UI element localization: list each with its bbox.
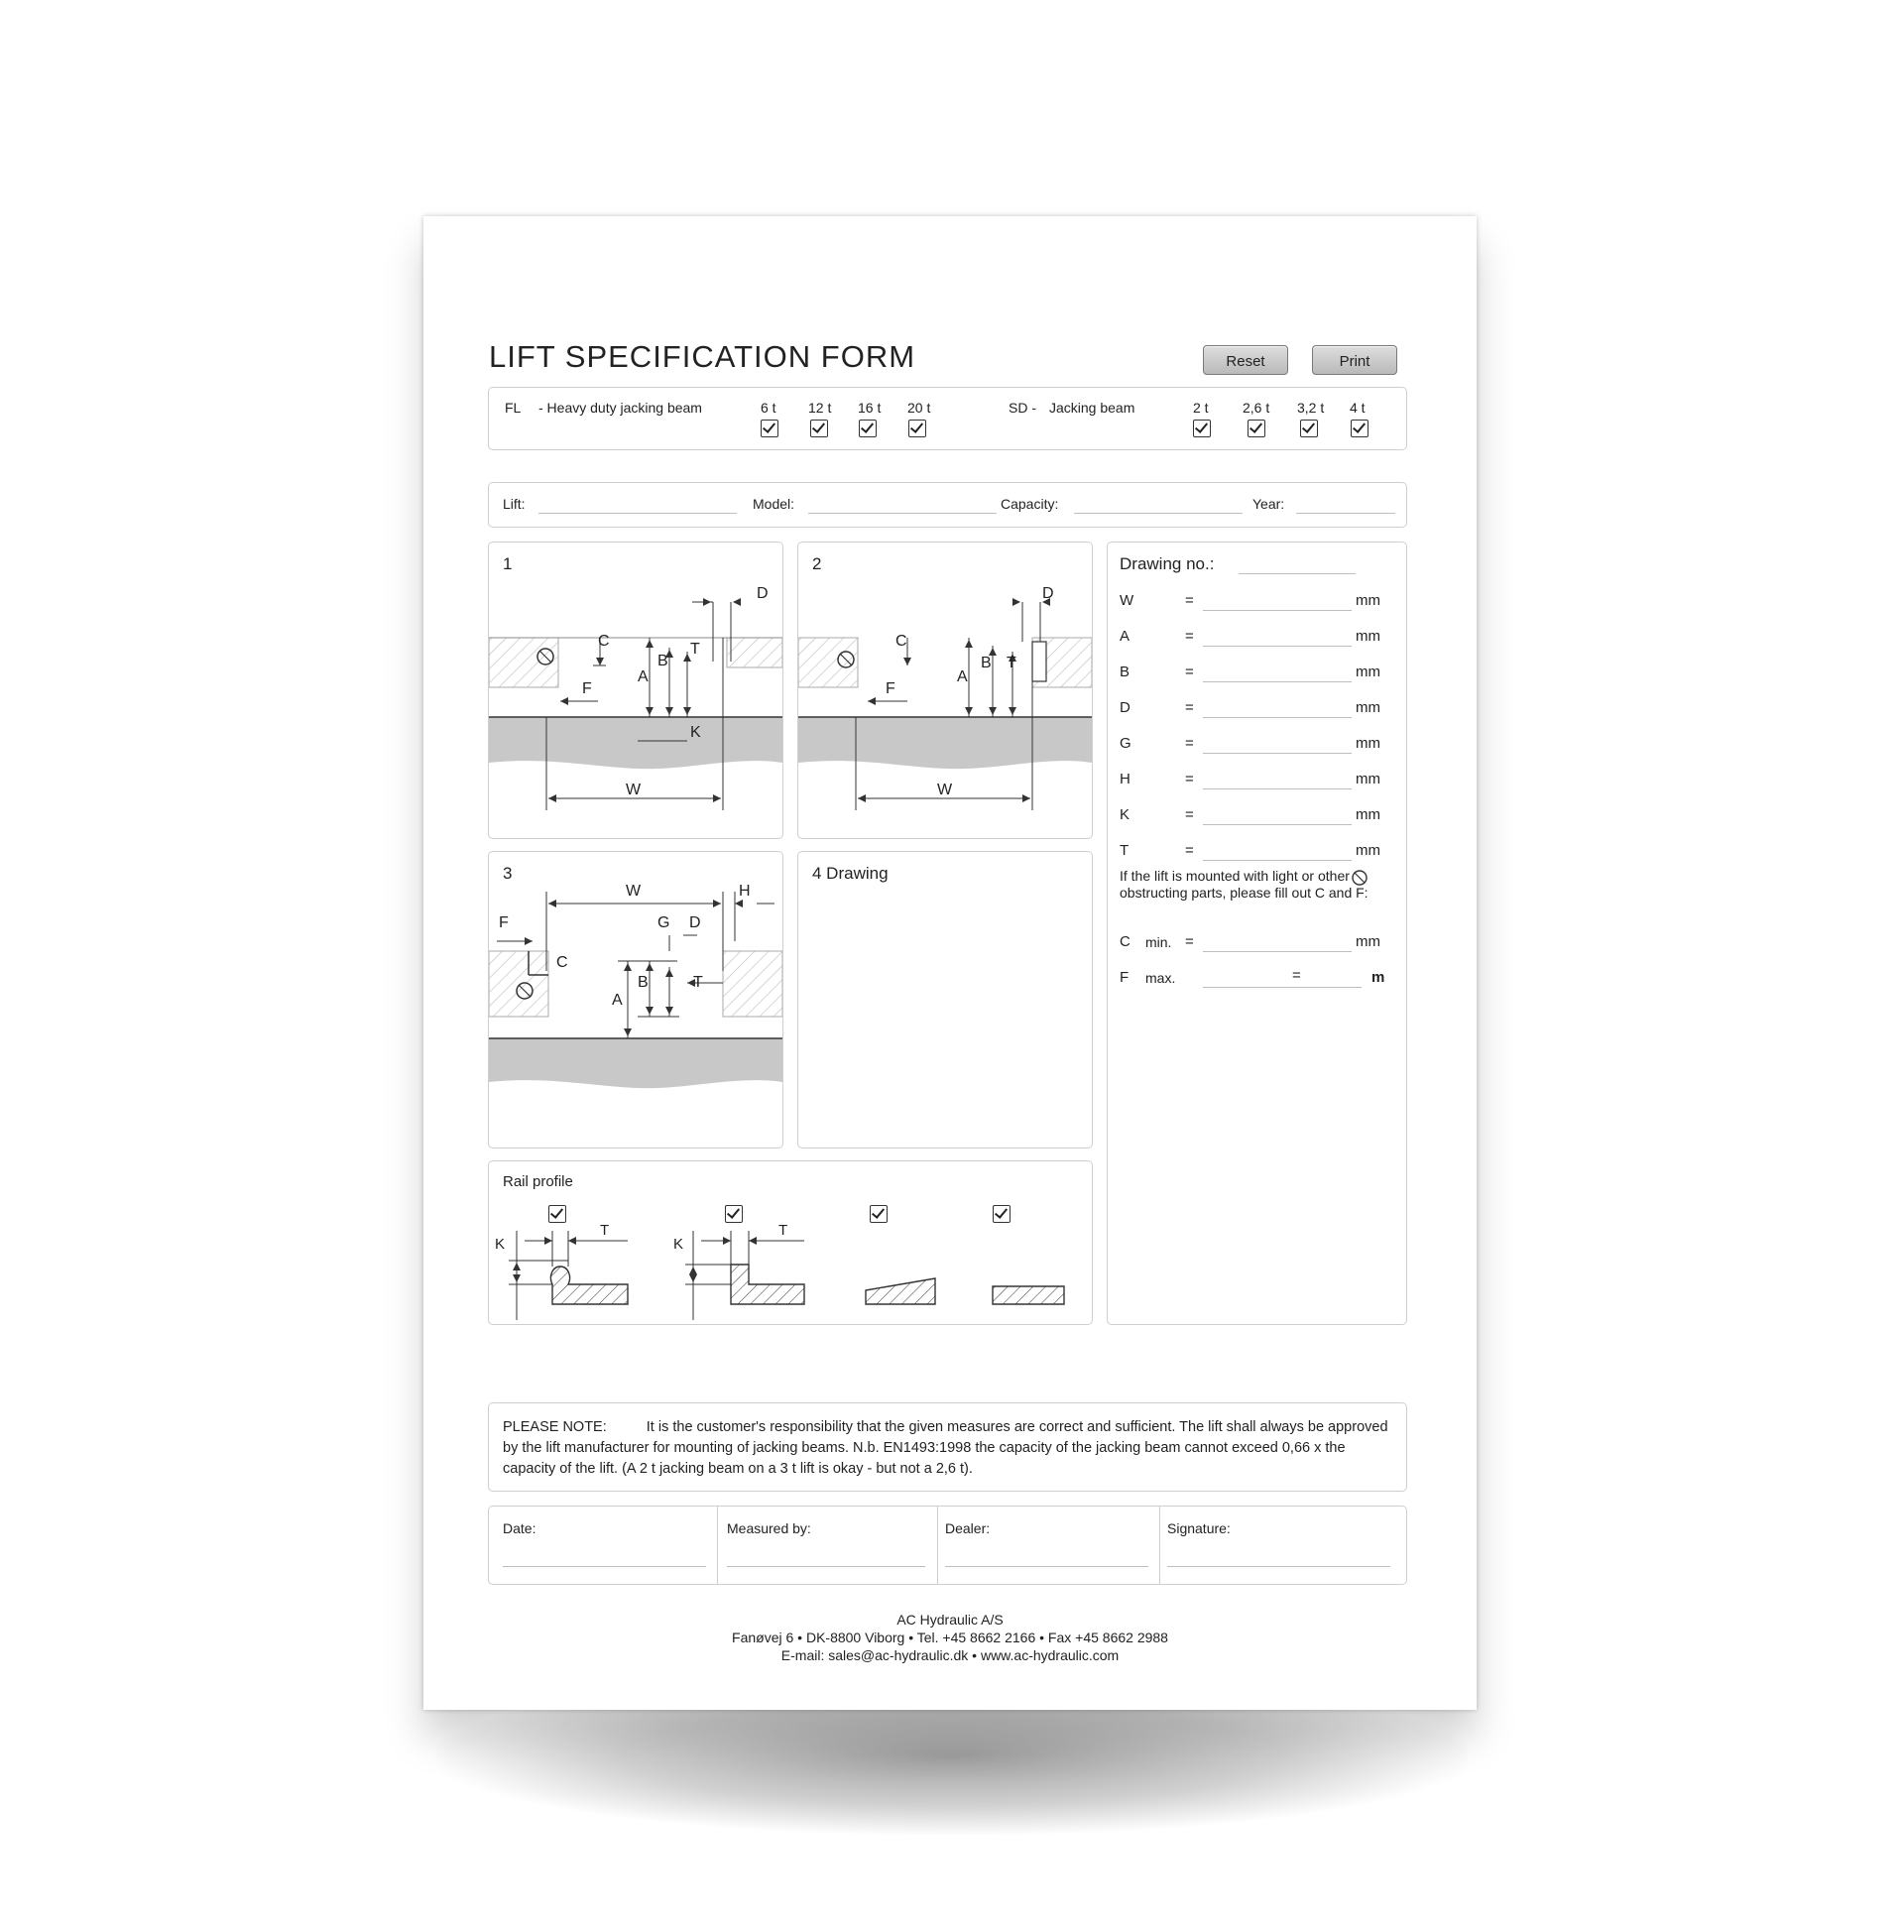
signature-cell <box>1159 1507 1406 1584</box>
drawing-4-panel[interactable] <box>797 851 1093 1148</box>
measurement-unit: mm <box>1356 664 1380 680</box>
model-field[interactable] <box>808 513 997 514</box>
measurement-field-k[interactable] <box>1203 824 1352 825</box>
dim-label-g: G <box>657 914 670 931</box>
measurement-unit: mm <box>1356 592 1380 609</box>
form-sheet <box>423 216 1477 1710</box>
lift-label: Lift: <box>503 496 526 512</box>
c-label: C <box>1120 933 1130 950</box>
beam-selection-panel <box>488 387 1407 450</box>
dim-label-t: T <box>1007 655 1016 671</box>
rail-dim-t: T <box>600 1222 610 1239</box>
capacity-label: Capacity: <box>1001 496 1059 512</box>
dim-label-a: A <box>638 668 649 685</box>
measurement-label: T <box>1120 842 1130 859</box>
measurement-unit: mm <box>1356 699 1380 716</box>
year-field[interactable] <box>1296 513 1395 514</box>
dim-label-w: W <box>626 782 642 798</box>
date-label: Date: <box>503 1520 536 1536</box>
measurement-field-w[interactable] <box>1203 610 1352 611</box>
drawing-no-field[interactable] <box>1239 573 1356 574</box>
sd-2t-checkbox[interactable] <box>1193 420 1211 437</box>
dealer-field[interactable] <box>945 1566 1148 1567</box>
dim-label-b: B <box>657 653 668 669</box>
measurement-field-t[interactable] <box>1203 860 1352 861</box>
measurement-label: A <box>1120 628 1130 645</box>
dim-label-a: A <box>612 992 623 1009</box>
capacity-field[interactable] <box>1074 513 1243 514</box>
fl-option-label: 16 t <box>858 400 882 416</box>
dim-label-c: C <box>895 633 907 650</box>
sd-label: Jacking beam <box>1049 400 1135 416</box>
measurement-equals: = <box>1185 664 1194 680</box>
measurement-label: G <box>1120 735 1131 752</box>
measurement-row-k <box>1108 806 1385 826</box>
measurement-field-h[interactable] <box>1203 788 1352 789</box>
rail-dim-t: T <box>778 1222 788 1239</box>
date-field[interactable] <box>503 1566 706 1567</box>
measurement-row-a <box>1108 628 1385 648</box>
drawing-1-panel[interactable] <box>488 542 783 839</box>
measurement-unit: mm <box>1356 842 1380 859</box>
rail-profile-diagrams <box>489 1161 1092 1324</box>
signature-panel <box>488 1506 1407 1585</box>
fl-20t-checkbox[interactable] <box>908 420 926 437</box>
dim-label-d: D <box>689 914 701 931</box>
dealer-cell <box>937 1507 1160 1584</box>
please-note-label: PLEASE NOTE: <box>503 1419 607 1435</box>
drawing-2-panel[interactable] <box>797 542 1093 839</box>
dim-label-w: W <box>626 883 642 900</box>
print-button[interactable]: Print <box>1312 345 1397 375</box>
page-title: LIFT SPECIFICATION FORM <box>489 339 916 374</box>
fl-option-label: 20 t <box>907 400 931 416</box>
dim-label-d: D <box>757 585 769 602</box>
dim-label-f: F <box>582 680 592 697</box>
f-qualifier: max. <box>1145 970 1176 986</box>
drawing-3-diagram <box>489 852 782 1147</box>
measurement-label: K <box>1120 806 1130 823</box>
fl-6t-checkbox[interactable] <box>761 420 778 437</box>
lift-field[interactable] <box>538 513 737 514</box>
measurement-label: B <box>1120 664 1130 680</box>
signature-field[interactable] <box>1167 1566 1390 1567</box>
fl-code: FL <box>505 400 522 416</box>
dim-label-c: C <box>598 633 610 650</box>
drawing-number: 1 <box>503 554 513 573</box>
dealer-label: Dealer: <box>945 1520 991 1536</box>
light-fixture-icon <box>1350 868 1371 888</box>
f-unit: m <box>1371 969 1385 986</box>
measurements-panel <box>1107 542 1407 1325</box>
model-label: Model: <box>753 496 795 512</box>
measurement-row-t <box>1108 842 1385 862</box>
measurement-unit: mm <box>1356 735 1380 752</box>
measured-by-label: Measured by: <box>727 1520 811 1536</box>
measurement-row-g <box>1108 735 1385 755</box>
measurement-field-d[interactable] <box>1203 717 1352 718</box>
dim-label-h: H <box>739 883 751 900</box>
dim-label-c: C <box>556 954 568 971</box>
drawing-2-diagram <box>798 543 1092 838</box>
signature-label: Signature: <box>1167 1520 1231 1536</box>
measurement-field-g[interactable] <box>1203 753 1352 754</box>
sd-option-label: 2,6 t <box>1243 400 1270 416</box>
please-note-body: It is the customer's responsibility that the given measures are correct and sufficient. The lift shall always be approved by the lift manufacturer for mounting of jacking beams. N.b. EN1493:1998 the capacity of the jacking beam cannot exceed 0,66 x the capacity of the lift. (A 2 t jacking beam on a 3 t lift is okay - but not a 2,6 t). <box>503 1419 1388 1477</box>
measurement-row-h <box>1108 771 1385 790</box>
dim-label-b: B <box>638 974 649 991</box>
dim-label-k: K <box>690 724 701 741</box>
dim-label-f: F <box>886 680 895 697</box>
measurement-row-w <box>1108 592 1385 612</box>
measurement-label: D <box>1120 699 1130 716</box>
drawing-3-panel[interactable] <box>488 851 783 1148</box>
please-note-text <box>503 1417 1395 1480</box>
measurement-row-d <box>1108 699 1385 719</box>
measured-by-cell <box>717 1507 938 1584</box>
sd-2-6t-checkbox[interactable] <box>1248 420 1265 437</box>
measurement-equals: = <box>1185 842 1194 859</box>
drawing-number: 2 <box>812 554 822 573</box>
date-cell <box>489 1507 718 1584</box>
lift-info-panel <box>488 482 1407 528</box>
footer-contact: E-mail: sales@ac-hydraulic.dk • www.ac-hydraulic.com <box>780 1647 1120 1663</box>
f-equals: = <box>1292 967 1301 984</box>
sd-code: SD - <box>1009 400 1036 416</box>
measured-by-field[interactable] <box>727 1566 925 1567</box>
drawing-number: 3 <box>503 864 513 883</box>
drawing-no-label: Drawing no.: <box>1120 554 1215 573</box>
dim-label-t: T <box>690 641 700 658</box>
c-min-field[interactable] <box>1203 951 1352 952</box>
measurement-equals: = <box>1185 592 1194 609</box>
footer-address: Fanøvej 6 • DK-8800 Viborg • Tel. +45 8662 2166 • Fax +45 8662 2988 <box>732 1630 1168 1645</box>
drawing-4-title: 4 Drawing <box>812 864 889 883</box>
measurement-label: W <box>1120 592 1134 609</box>
dim-label-a: A <box>957 668 968 685</box>
sd-option-label: 2 t <box>1193 400 1209 416</box>
fl-12t-checkbox[interactable] <box>810 420 828 437</box>
measurement-equals: = <box>1185 806 1194 823</box>
reset-button[interactable]: Reset <box>1203 345 1288 375</box>
fl-option-label: 12 t <box>808 400 832 416</box>
drawing-1-diagram <box>489 543 782 838</box>
obstruction-note: If the lift is mounted with light or other obstructing parts, please fill out C and F: <box>1120 868 1368 901</box>
measurement-unit: mm <box>1356 628 1380 645</box>
fl-16t-checkbox[interactable] <box>859 420 877 437</box>
rail-profile-panel <box>488 1160 1093 1325</box>
measurement-field-b[interactable] <box>1203 681 1352 682</box>
measurement-field-a[interactable] <box>1203 646 1352 647</box>
rail-dim-k: K <box>495 1236 506 1253</box>
dim-label-w: W <box>937 782 953 798</box>
measurement-row-b <box>1108 664 1385 683</box>
sd-4t-checkbox[interactable] <box>1351 420 1368 437</box>
measurement-unit: mm <box>1356 806 1380 823</box>
measurement-equals: = <box>1185 628 1194 645</box>
measurement-label: H <box>1120 771 1130 787</box>
measurement-equals: = <box>1185 699 1194 716</box>
dim-label-t: T <box>693 974 703 991</box>
fl-option-label: 6 t <box>761 400 776 416</box>
dim-label-f: F <box>499 914 509 931</box>
year-label: Year: <box>1252 496 1285 512</box>
dim-label-b: B <box>981 655 992 671</box>
please-note-panel <box>488 1402 1407 1492</box>
c-unit: mm <box>1356 933 1380 950</box>
c-equals: = <box>1185 933 1194 950</box>
rail-dim-k: K <box>673 1236 684 1253</box>
f-label: F <box>1120 969 1130 986</box>
c-qualifier: min. <box>1145 934 1172 950</box>
f-max-field[interactable] <box>1203 987 1362 988</box>
footer-company: AC Hydraulic A/S <box>896 1612 1004 1628</box>
sd-3-2t-checkbox[interactable] <box>1300 420 1318 437</box>
measurement-unit: mm <box>1356 771 1380 787</box>
measurement-equals: = <box>1185 735 1194 752</box>
sd-option-label: 4 t <box>1350 400 1366 416</box>
measurement-equals: = <box>1185 771 1194 787</box>
sd-option-label: 3,2 t <box>1297 400 1325 416</box>
rail-profile-title: Rail profile <box>503 1173 573 1190</box>
dim-label-d: D <box>1042 585 1054 602</box>
fl-label: - Heavy duty jacking beam <box>538 400 702 416</box>
